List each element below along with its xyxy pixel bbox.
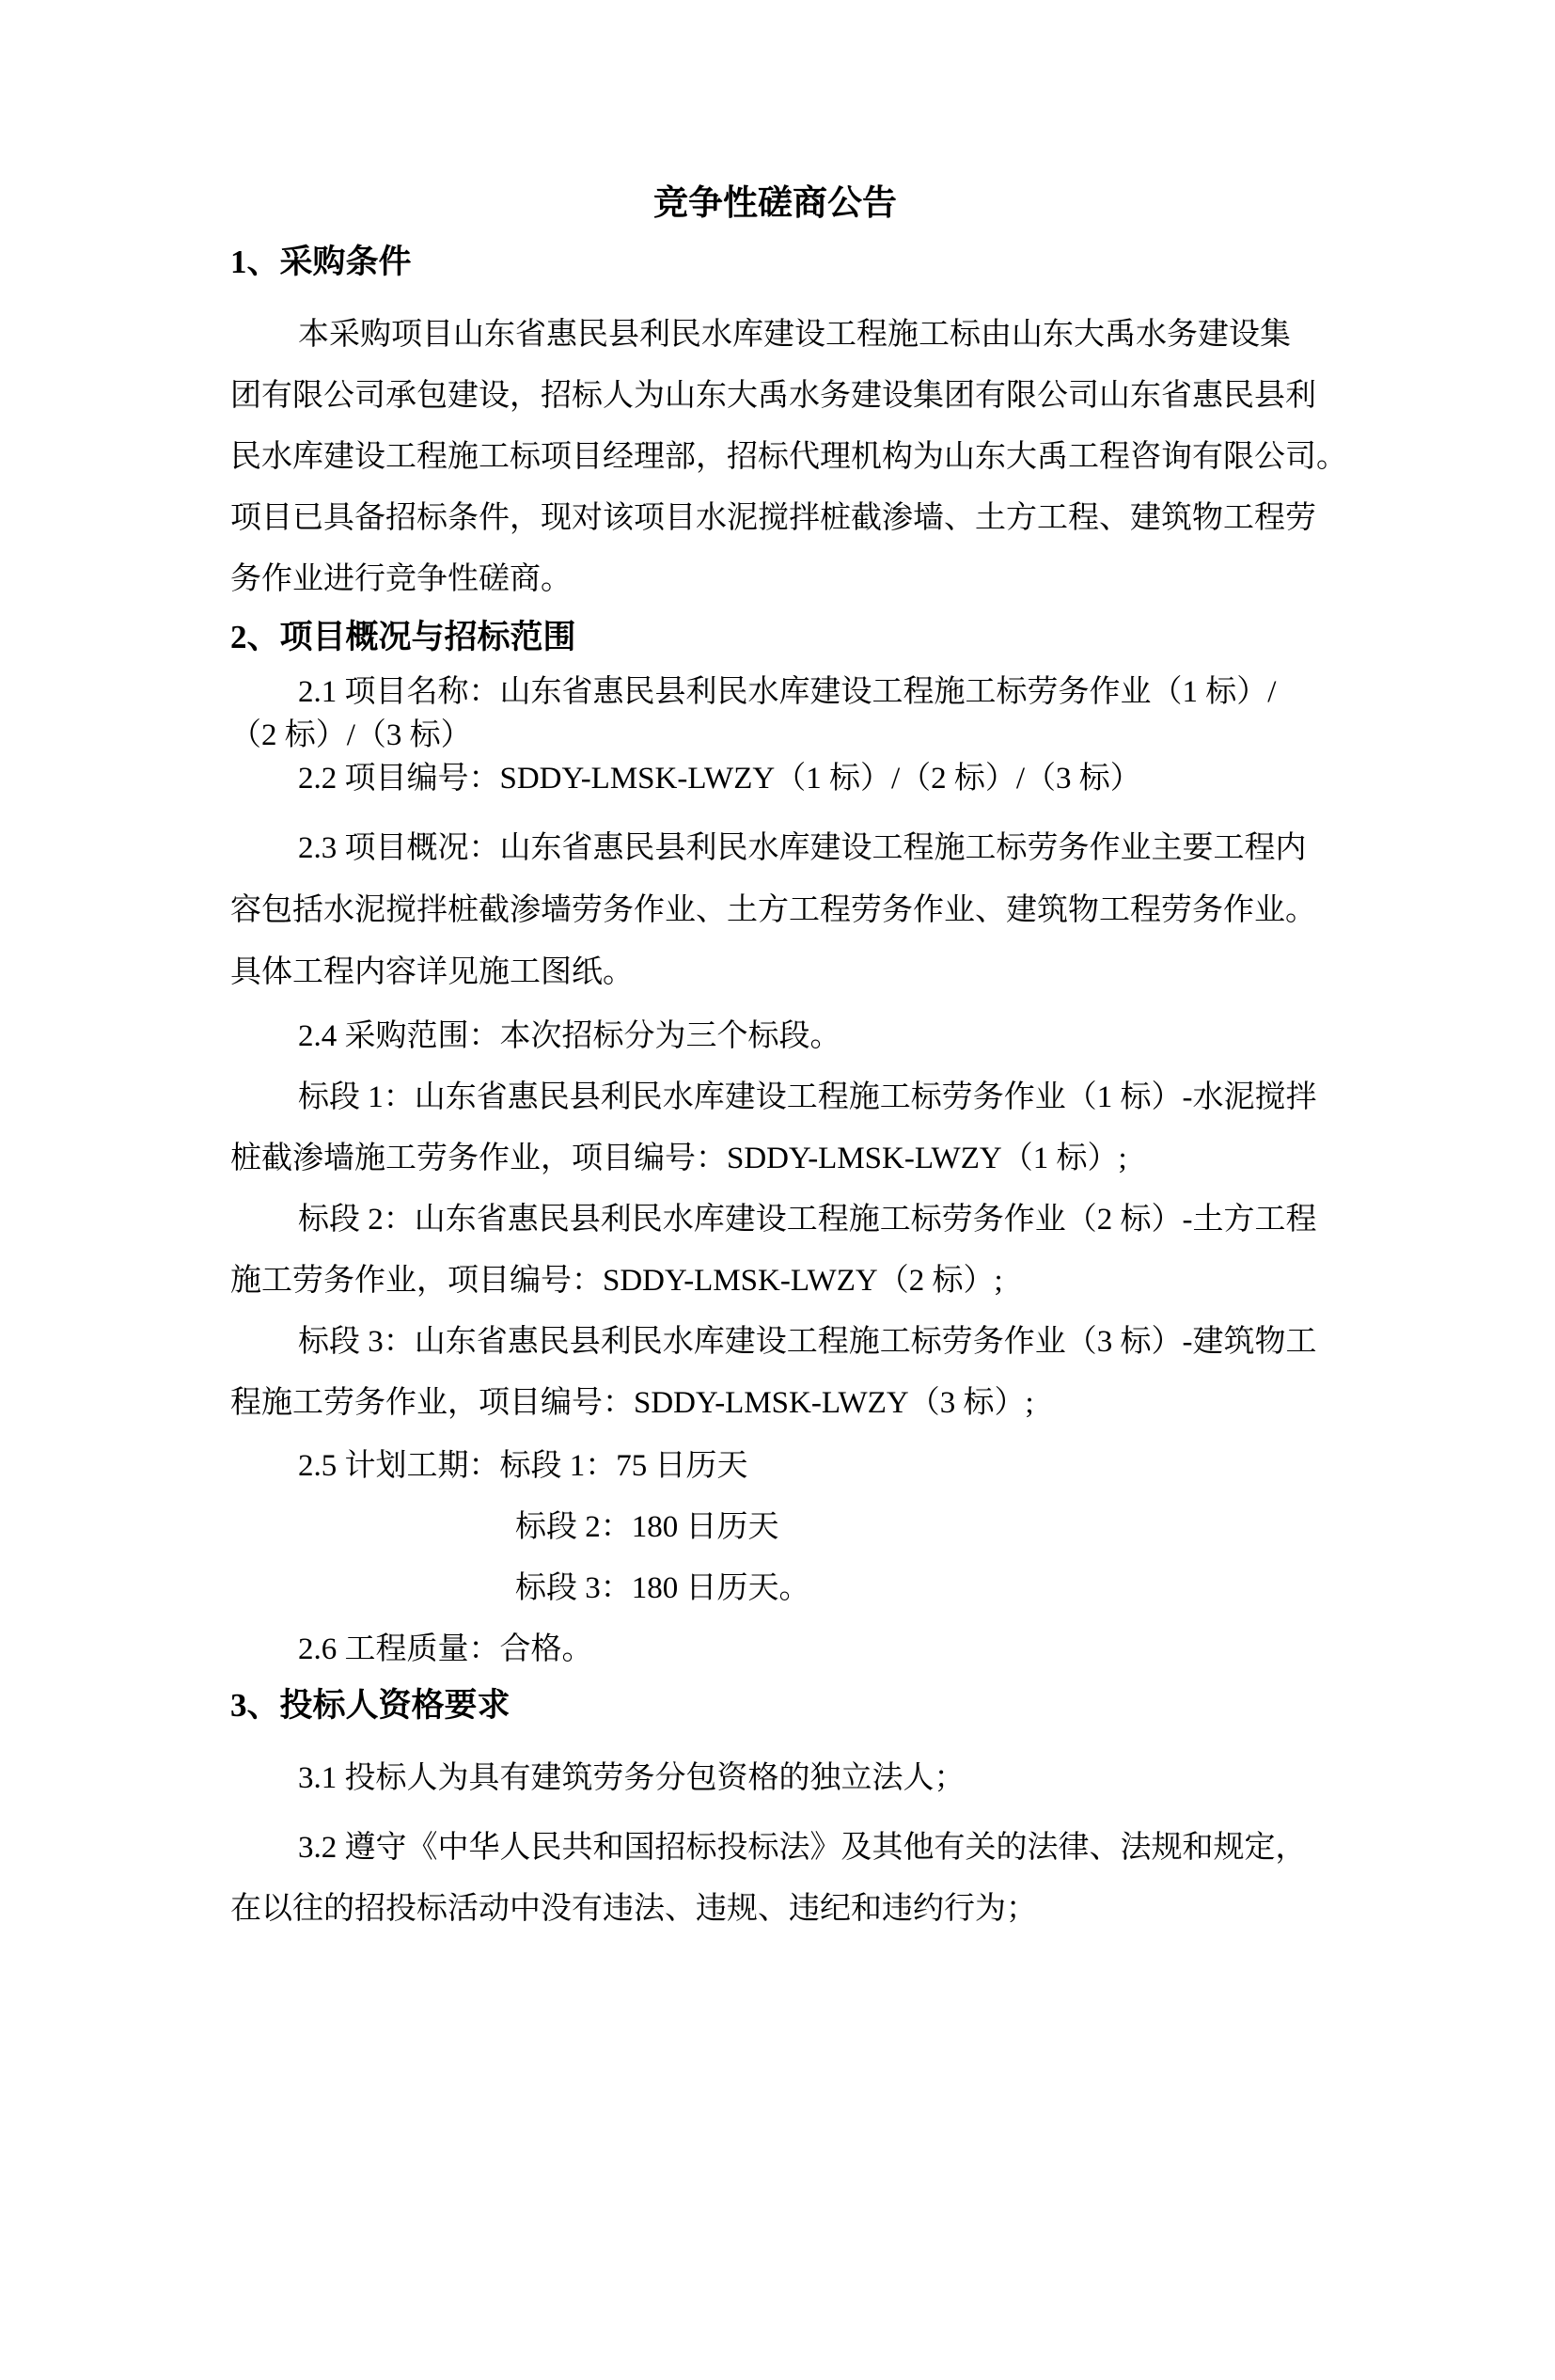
lot-2-item — [230, 1190, 1320, 1312]
text-line: 团有限公司承包建设，招标人为山东大禹水务建设集团有限公司山东省惠民县利 — [230, 379, 1316, 413]
project-overview-item — [230, 817, 1320, 1003]
text-line: 标段 1：山东省惠民县利民水库建设工程施工标劳务作业（1 标）-水泥搅拌 — [298, 1080, 1317, 1114]
project-number-item — [230, 757, 1320, 800]
lot-1-item — [230, 1067, 1320, 1190]
procurement-conditions-paragraph — [230, 305, 1347, 610]
text-line: 2.6 工程质量：合格。 — [298, 1632, 593, 1666]
text-line: 2.1 项目名称：山东省惠民县利民水库建设工程施工标劳务作业（1 标）/ — [298, 675, 1277, 709]
section-2-heading: 2、项目概况与招标范围 — [230, 619, 576, 655]
text-line: 3.2 遵守《中华人民共和国招标投标法》及其他有关的法律、法规和规定， — [298, 1831, 1307, 1865]
text-line: 在以往的招投标活动中没有违法、违规、违纪和违约行为； — [230, 1892, 1037, 1926]
text-line: 2.2 项目编号：SDDY-LMSK-LWZY（1 标）/（2 标）/（3 标） — [298, 762, 1141, 796]
text-line: 2.3 项目概况：山东省惠民县利民水库建设工程施工标劳务作业主要工程内 — [298, 831, 1307, 865]
text-line: （2 标）/（3 标） — [230, 718, 472, 752]
text-line: 3.1 投标人为具有建筑劳务分包资格的独立法人； — [298, 1761, 966, 1795]
lot-3-item — [230, 1312, 1320, 1434]
text-line: 2.4 采购范围：本次招标分为三个标段。 — [298, 1019, 841, 1053]
planned-duration-item — [230, 1436, 1320, 1619]
text-line: 施工劳务作业，项目编号：SDDY-LMSK-LWZY（2 标）; — [230, 1264, 1003, 1298]
text-line: 程施工劳务作业，项目编号：SDDY-LMSK-LWZY（3 标）; — [230, 1386, 1034, 1420]
text-line: 标段 3：180 日历天。 — [515, 1571, 810, 1605]
text-line: 具体工程内容详见施工图纸。 — [230, 955, 634, 989]
document-title: 竞争性磋商公告 — [653, 184, 897, 223]
quality-item — [230, 1619, 1320, 1680]
section-3-heading: 3、投标人资格要求 — [230, 1687, 510, 1724]
text-line: 容包括水泥搅拌桩截渗墙劳务作业、土方工程劳务作业、建筑物工程劳务作业。 — [230, 893, 1316, 927]
text-line: 本采购项目山东省惠民县利民水库建设工程施工标由山东大禹水务建设集 — [298, 318, 1291, 352]
text-line: 民水库建设工程施工标项目经理部，招标代理机构为山东大禹工程咨询有限公司。 — [230, 440, 1347, 474]
bidder-qualification-item-1 — [230, 1748, 1320, 1809]
procurement-scope-item — [230, 1006, 1320, 1067]
document-page — [0, 181, 1555, 2380]
text-line: 标段 2：180 日历天 — [515, 1510, 779, 1544]
project-name-item — [230, 670, 1320, 757]
text-line: 务作业进行竞争性磋商。 — [230, 562, 572, 596]
text-line: 项目已具备招标条件，现对该项目水泥搅拌桩截渗墙、土方工程、建筑物工程劳 — [230, 501, 1316, 535]
text-line: 2.5 计划工期：标段 1：75 日历天 — [298, 1449, 748, 1483]
text-line: 桩截渗墙施工劳务作业，项目编号：SDDY-LMSK-LWZY（1 标）; — [230, 1142, 1127, 1175]
text-line: 标段 2：山东省惠民县利民水库建设工程施工标劳务作业（2 标）-土方工程 — [298, 1203, 1317, 1237]
section-1-heading: 1、采购条件 — [230, 244, 412, 280]
text-line: 标段 3：山东省惠民县利民水库建设工程施工标劳务作业（3 标）-建筑物工 — [298, 1325, 1317, 1359]
bidder-qualification-item-2 — [230, 1818, 1320, 1940]
